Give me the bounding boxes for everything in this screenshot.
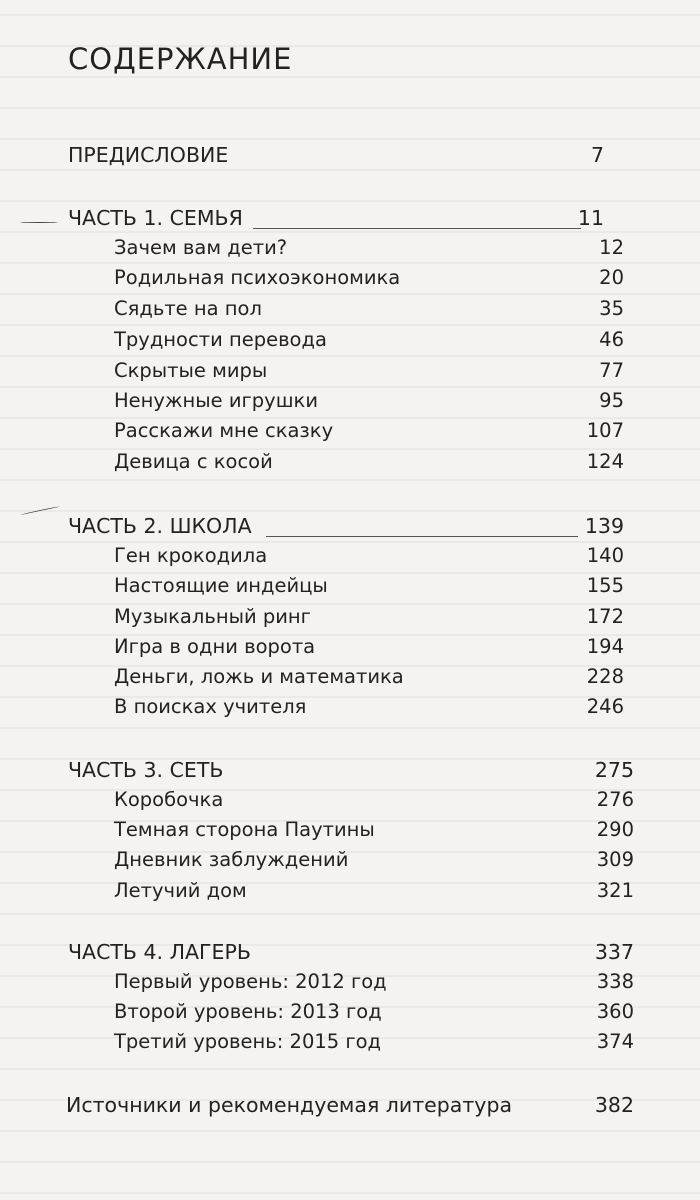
toc-chapter-label: Ген крокодила (114, 544, 268, 567)
toc-entry-page: 7 (590, 143, 604, 167)
toc-chapter-label: Девица с косой (114, 450, 273, 473)
toc-part-page: 275 (594, 758, 634, 782)
toc-entry-label: Источники и рекомендуемая литература (66, 1093, 513, 1117)
toc-chapter-page: 46 (599, 328, 624, 351)
toc-chapter[interactable] (114, 997, 634, 1027)
toc-chapter[interactable] (114, 356, 624, 386)
toc-chapter-page: 35 (599, 297, 624, 320)
toc-chapter[interactable] (114, 386, 624, 416)
toc-chapter-page: 140 (586, 544, 624, 567)
toc-chapter[interactable] (114, 1027, 634, 1057)
part-underline (253, 228, 581, 229)
toc-chapter[interactable] (114, 416, 624, 446)
toc-chapter[interactable] (114, 571, 624, 601)
toc-chapter[interactable] (114, 233, 624, 263)
toc-chapter-page: 107 (586, 419, 624, 442)
page-title: СОДЕРЖАНИЕ (68, 42, 293, 76)
toc-chapter-label: Скрытые миры (114, 359, 268, 382)
toc-chapter-label: Коробочка (114, 788, 224, 811)
toc-chapter-label: Ненужные игрушки (114, 389, 318, 412)
toc-entry-preface[interactable] (68, 140, 604, 170)
toc-part-label: ЧАСТЬ 2. ШКОЛА (68, 514, 252, 538)
toc-chapter-page: 309 (596, 848, 634, 871)
toc-chapter-page: 124 (586, 450, 624, 473)
toc-chapter-page: 360 (596, 1000, 634, 1023)
pencil-mark (20, 222, 58, 224)
toc-chapter-page: 95 (599, 389, 624, 412)
toc-chapter[interactable] (114, 602, 624, 632)
toc-chapter[interactable] (114, 692, 624, 722)
toc-chapter-label: Дневник заблуждений (114, 848, 349, 871)
toc-part-label: ЧАСТЬ 4. ЛАГЕРЬ (68, 940, 251, 964)
toc-chapter-page: 290 (596, 818, 634, 841)
toc-chapter-page: 172 (586, 605, 624, 628)
toc-chapter[interactable] (114, 294, 624, 324)
toc-chapter-page: 321 (596, 879, 634, 902)
toc-chapter-label: Летучий дом (114, 879, 247, 902)
toc-chapter[interactable] (114, 967, 634, 997)
toc-entry-page: 382 (594, 1093, 634, 1117)
toc-chapter-label: Деньги, ложь и математика (114, 665, 404, 688)
toc-chapter-label: Зачем вам дети? (114, 236, 288, 259)
toc-chapter-label: Музыкальный ринг (114, 605, 311, 628)
toc-chapter[interactable] (114, 785, 634, 815)
toc-part-label: ЧАСТЬ 3. СЕТЬ (68, 758, 224, 782)
toc-chapter[interactable] (114, 447, 624, 477)
toc-chapter-label: Сядьте на пол (114, 297, 262, 320)
toc-part-1[interactable] (68, 203, 604, 233)
toc-part-4[interactable] (68, 937, 634, 967)
toc-chapter-label: Темная сторона Паутины (114, 818, 375, 841)
toc-chapter-label: Игра в одни ворота (114, 635, 316, 658)
toc-chapter[interactable] (114, 662, 624, 692)
toc-chapter-page: 228 (586, 665, 624, 688)
toc-chapter[interactable] (114, 876, 634, 906)
toc-chapter-label: Родильная психоэкономика (114, 266, 401, 289)
toc-chapter-page: 276 (596, 788, 634, 811)
toc-chapter-label: Первый уровень: 2012 год (114, 970, 387, 993)
toc-chapter-page: 246 (586, 695, 624, 718)
toc-chapter-label: Трудности перевода (114, 328, 327, 351)
toc-chapter-page: 20 (599, 266, 624, 289)
toc-chapter[interactable] (114, 845, 634, 875)
toc-chapter[interactable] (114, 632, 624, 662)
toc-part-page: 139 (584, 514, 624, 538)
toc-chapter-page: 194 (586, 635, 624, 658)
toc-chapter-page: 77 (599, 359, 624, 382)
toc-chapter-page: 12 (599, 236, 624, 259)
toc-part-3[interactable] (68, 755, 634, 785)
toc-chapter[interactable] (114, 815, 634, 845)
toc-chapter-page: 338 (596, 970, 634, 993)
toc-part-page: 11 (577, 206, 604, 230)
toc-chapter-page: 155 (586, 574, 624, 597)
toc-chapter-page: 374 (596, 1030, 634, 1053)
toc-chapter-label: Настоящие индейцы (114, 574, 328, 597)
toc-chapter-label: В поисках учителя (114, 695, 307, 718)
toc-entry-label: ПРЕДИСЛОВИЕ (68, 143, 229, 167)
toc-part-2[interactable] (68, 511, 624, 541)
toc-part-label: ЧАСТЬ 1. СЕМЬЯ (68, 206, 243, 230)
toc-part-page: 337 (594, 940, 634, 964)
toc-entry-sources[interactable] (66, 1090, 634, 1120)
toc-chapter-label: Второй уровень: 2013 год (114, 1000, 382, 1023)
part-underline (266, 536, 578, 537)
toc-chapter[interactable] (114, 325, 624, 355)
toc-chapter-label: Расскажи мне сказку (114, 419, 334, 442)
toc-chapter[interactable] (114, 541, 624, 571)
toc-chapter[interactable] (114, 263, 624, 293)
toc-chapter-label: Третий уровень: 2015 год (114, 1030, 382, 1053)
